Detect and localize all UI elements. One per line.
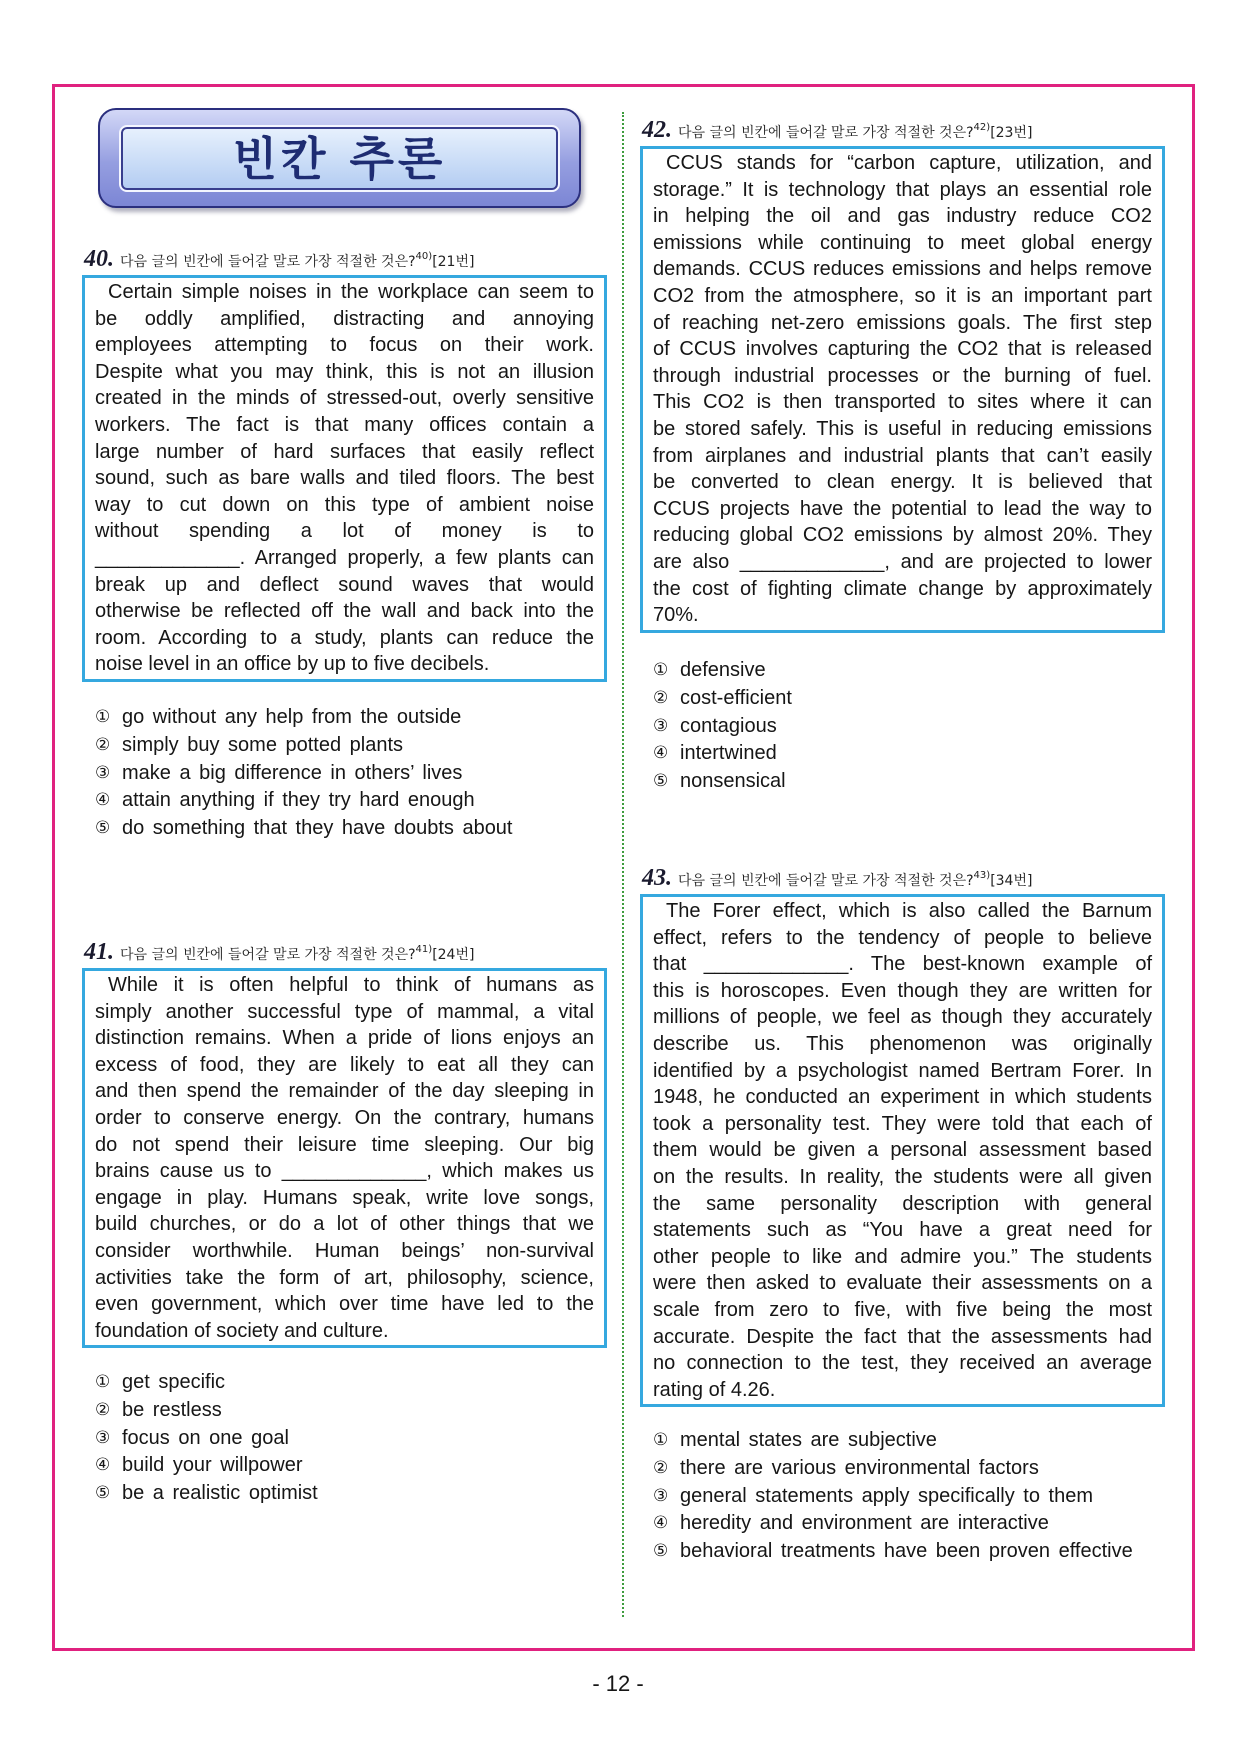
passage-line: emissions while continuing to meet global energy bbox=[653, 231, 1152, 254]
column-divider bbox=[622, 112, 624, 1617]
passage-line: build churches, or do a lot of other things that we bbox=[95, 1213, 594, 1236]
answer-options bbox=[95, 704, 513, 843]
option-5 bbox=[95, 815, 513, 843]
answer-options bbox=[653, 657, 792, 796]
section-title: 빈칸 추론 bbox=[232, 131, 447, 186]
option-5 bbox=[653, 768, 792, 796]
passage-line: activities take the form of art, philosophy, science, bbox=[95, 1266, 594, 1289]
option-text: there are various environmental factors bbox=[680, 1456, 1039, 1479]
option-marker: ① bbox=[95, 707, 111, 727]
option-text: attain anything if they try hard enough bbox=[122, 789, 475, 812]
passage-line: that _____________. The best-known example of bbox=[653, 953, 1152, 976]
passage-line: created in the minds of stressed-out, overly sensitive bbox=[95, 387, 594, 410]
passage-line: are also _____________, and are projected to lower bbox=[653, 550, 1152, 573]
question-header bbox=[642, 117, 1032, 145]
option-marker: ② bbox=[653, 1457, 669, 1478]
option-text: behavioral treatments have been proven effective bbox=[680, 1540, 1133, 1563]
passage-line: 70%. bbox=[653, 604, 699, 627]
option-text: make a big difference in others’ lives bbox=[122, 761, 463, 784]
option-text: intertwined bbox=[680, 742, 777, 765]
passage-line: This CO2 is then transported to sites where it can bbox=[653, 391, 1152, 414]
option-4 bbox=[653, 740, 792, 768]
question-source: [24번] bbox=[432, 947, 475, 963]
option-1 bbox=[653, 1427, 1133, 1455]
answer-options bbox=[653, 1427, 1133, 1566]
passage-line: this is horoscopes. Even though they are written for bbox=[653, 979, 1152, 1002]
passage-line: scale from zero to five, with five being the most bbox=[653, 1298, 1152, 1321]
option-4 bbox=[95, 1452, 318, 1480]
passage-line: them would be given a personal assessment based bbox=[653, 1139, 1152, 1162]
option-text: cost-efficient bbox=[680, 686, 792, 709]
option-marker: ③ bbox=[95, 1427, 111, 1448]
option-marker: ③ bbox=[653, 1485, 669, 1506]
option-2 bbox=[653, 1455, 1133, 1483]
passage-line: consider worthwhile. Human beings’ non-survival bbox=[95, 1239, 594, 1262]
option-5 bbox=[95, 1480, 318, 1508]
option-marker: ⑤ bbox=[95, 1483, 111, 1504]
passage-box bbox=[82, 275, 607, 682]
option-text: build your willpower bbox=[122, 1454, 303, 1477]
option-text: focus on one goal bbox=[122, 1426, 289, 1449]
answer-options bbox=[95, 1369, 318, 1508]
passage-line: the cost of fighting climate change by approximately bbox=[653, 577, 1152, 600]
option-3 bbox=[95, 760, 513, 788]
passage-line: Certain simple noises in the workplace can seem to bbox=[108, 281, 594, 303]
passage-line: While it is often helpful to think of humans as bbox=[108, 974, 594, 996]
option-2 bbox=[95, 1397, 318, 1425]
option-1 bbox=[95, 704, 513, 732]
option-marker: ① bbox=[653, 660, 669, 680]
question-prompt: 다음 글의 빈칸에 들어갈 말로 가장 적절한 것은? bbox=[120, 947, 416, 963]
passage-line: _____________. Arranged properly, a few plants can bbox=[95, 546, 594, 569]
passage-line: and then spend the remainder of the day sleeping in bbox=[95, 1080, 594, 1103]
option-text: go without any help from the outside bbox=[122, 706, 462, 728]
option-marker: ② bbox=[653, 687, 669, 708]
passage-line: through industrial processes or the burning of fuel. bbox=[653, 364, 1152, 387]
question-number: 43. bbox=[642, 865, 672, 891]
passage-line: sound, such as bare walls and tiled floors. The best bbox=[95, 467, 594, 490]
passage-line: CCUS stands for “carbon capture, utilization, and bbox=[666, 152, 1152, 174]
question-number: 40. bbox=[84, 246, 114, 272]
option-3 bbox=[653, 713, 792, 741]
passage-line: order to conserve energy. On the contrary, humans bbox=[95, 1106, 594, 1129]
option-4 bbox=[653, 1510, 1133, 1538]
option-1 bbox=[95, 1369, 318, 1397]
option-text: simply buy some potted plants bbox=[122, 733, 404, 756]
option-marker: ① bbox=[95, 1372, 111, 1392]
passage-line: on the results. In reality, the students were all given bbox=[653, 1165, 1152, 1188]
option-marker: ④ bbox=[95, 790, 111, 811]
question-header bbox=[642, 865, 1032, 893]
passage-line: be oddly amplified, distracting and annoying bbox=[95, 307, 594, 330]
question-number: 41. bbox=[84, 939, 114, 965]
passage-line: The Forer effect, which is also called the Barnum bbox=[666, 900, 1152, 922]
option-text: be a realistic optimist bbox=[122, 1482, 318, 1505]
passage-line: distinction remains. When a pride of lions enjoys an bbox=[95, 1027, 594, 1050]
footnote-mark: 42) bbox=[973, 122, 991, 133]
passage-line: be converted to clean energy. It is believed that bbox=[653, 471, 1152, 494]
passage-line: of CCUS involves capturing the CO2 that is released bbox=[653, 338, 1152, 361]
passage-line: simply another successful type of mammal, a vital bbox=[95, 1000, 594, 1023]
passage-line: the same personality description with general bbox=[653, 1192, 1152, 1215]
option-marker: ⑤ bbox=[653, 1541, 669, 1562]
option-marker: ⑤ bbox=[95, 818, 111, 839]
passage-box bbox=[82, 968, 607, 1348]
passage-line: do not spend their leisure time sleeping. Our big bbox=[95, 1133, 594, 1156]
passage-line: CCUS projects have the potential to lead the way to bbox=[653, 497, 1152, 520]
passage-line: without spending a lot of money is to bbox=[95, 520, 594, 543]
question-header bbox=[84, 246, 474, 274]
option-text: general statements apply specifically to them bbox=[680, 1484, 1093, 1507]
option-text: contagious bbox=[680, 714, 777, 737]
passage-line: identified by a psychologist named Bertram Forer. In bbox=[653, 1059, 1152, 1082]
passage-line: brains cause us to _____________, which makes us bbox=[95, 1160, 594, 1183]
option-marker: ④ bbox=[653, 743, 669, 764]
option-text: be restless bbox=[122, 1398, 222, 1421]
question-prompt: 다음 글의 빈칸에 들어갈 말로 가장 적절한 것은? bbox=[120, 254, 416, 270]
passage-line: reducing global CO2 emissions by almost 20%. They bbox=[653, 524, 1152, 547]
option-marker: ③ bbox=[95, 762, 111, 783]
passage-line: rating of 4.26. bbox=[653, 1378, 776, 1401]
passage-line: employees attempting to focus on their work. bbox=[95, 334, 594, 357]
option-text: mental states are subjective bbox=[680, 1429, 937, 1451]
option-marker: ⑤ bbox=[653, 771, 669, 792]
option-1 bbox=[653, 657, 792, 685]
section-title-plate bbox=[121, 127, 558, 190]
option-marker: ① bbox=[653, 1430, 669, 1450]
option-4 bbox=[95, 787, 513, 815]
passage-line: otherwise be reflected off the wall and back into the bbox=[95, 600, 594, 623]
option-text: nonsensical bbox=[680, 770, 786, 793]
page-number: - 12 - bbox=[592, 1671, 644, 1696]
passage-line: describe us. This phenomenon was originally bbox=[653, 1032, 1152, 1055]
question-number: 42. bbox=[642, 117, 672, 143]
footnote-mark: 40) bbox=[415, 251, 433, 262]
passage-line: excess of food, they are likely to eat all they can bbox=[95, 1053, 594, 1076]
passage-line: even government, which over time have led to the bbox=[95, 1293, 594, 1316]
option-marker: ② bbox=[95, 734, 111, 755]
passage-line: accurate. Despite the fact that the assessments had bbox=[653, 1325, 1152, 1348]
passage-line: took a personality test. They were told that each of bbox=[653, 1112, 1152, 1135]
passage-line: workers. The fact is that many offices contain a bbox=[95, 413, 594, 436]
passage-line: noise level in an office by up to five decibels. bbox=[95, 653, 490, 676]
passage-line: other people to like and admire you.” The students bbox=[653, 1245, 1152, 1268]
question-source: [34번] bbox=[990, 873, 1033, 889]
passage-line: large number of hard surfaces that easily reflect bbox=[95, 440, 594, 463]
passage-line: from airplanes and industrial plants that can’t easily bbox=[653, 444, 1152, 467]
question-source: [21번] bbox=[432, 254, 475, 270]
passage-line: CO2 from the atmosphere, so it is an important part bbox=[653, 284, 1152, 307]
passage-line: break up and deflect sound waves that would bbox=[95, 573, 594, 596]
passage-line: way to cut down on this type of ambient noise bbox=[95, 493, 594, 516]
option-marker: ③ bbox=[653, 715, 669, 736]
question-prompt: 다음 글의 빈칸에 들어갈 말로 가장 적절한 것은? bbox=[678, 125, 974, 141]
passage-line: in helping the oil and gas industry reduce CO2 bbox=[653, 205, 1152, 228]
option-text: get specific bbox=[122, 1371, 226, 1393]
passage-box bbox=[640, 894, 1165, 1407]
option-3 bbox=[95, 1425, 318, 1453]
option-2 bbox=[653, 685, 792, 713]
question-prompt: 다음 글의 빈칸에 들어갈 말로 가장 적절한 것은? bbox=[678, 873, 974, 889]
passage-line: effect, refers to the tendency of people to believe bbox=[653, 926, 1152, 949]
passage-line: demands. CCUS reduces emissions and helps remove bbox=[653, 258, 1152, 281]
footnote-mark: 41) bbox=[415, 944, 433, 955]
passage-line: storage.” It is technology that plays an essential role bbox=[653, 178, 1152, 201]
option-3 bbox=[653, 1483, 1133, 1511]
passage-line: no connection to the test, they received an average bbox=[653, 1352, 1152, 1375]
section-title-banner bbox=[98, 108, 581, 208]
footnote-mark: 43) bbox=[973, 870, 991, 881]
passage-line: millions of people, we feel as though they accurately bbox=[653, 1006, 1152, 1029]
option-marker: ④ bbox=[653, 1513, 669, 1534]
passage-line: 1948, he conducted an experiment in which students bbox=[653, 1086, 1152, 1109]
option-text: heredity and environment are interactive bbox=[680, 1512, 1049, 1535]
passage-line: room. According to a study, plants can reduce the bbox=[95, 626, 594, 649]
passage-line: foundation of society and culture. bbox=[95, 1319, 389, 1342]
passage-line: engage in play. Humans speak, write love songs, bbox=[95, 1186, 594, 1209]
option-text: do something that they have doubts about bbox=[122, 817, 513, 840]
passage-box bbox=[640, 146, 1165, 633]
option-2 bbox=[95, 732, 513, 760]
passage-line: be stored safely. This is useful in reducing emissions bbox=[653, 417, 1152, 440]
question-source: [23번] bbox=[990, 125, 1033, 141]
option-text: defensive bbox=[680, 659, 766, 681]
passage-line: were then asked to evaluate their assessments on a bbox=[653, 1272, 1152, 1295]
passage-line: statements such as “You have a great need for bbox=[653, 1219, 1152, 1242]
passage-line: Despite what you may think, this is not an illusion bbox=[95, 360, 594, 383]
option-marker: ④ bbox=[95, 1455, 111, 1476]
passage-line: of reaching net-zero emissions goals. The first step bbox=[653, 311, 1152, 334]
question-header bbox=[84, 939, 474, 967]
option-marker: ② bbox=[95, 1399, 111, 1420]
option-5 bbox=[653, 1538, 1133, 1566]
